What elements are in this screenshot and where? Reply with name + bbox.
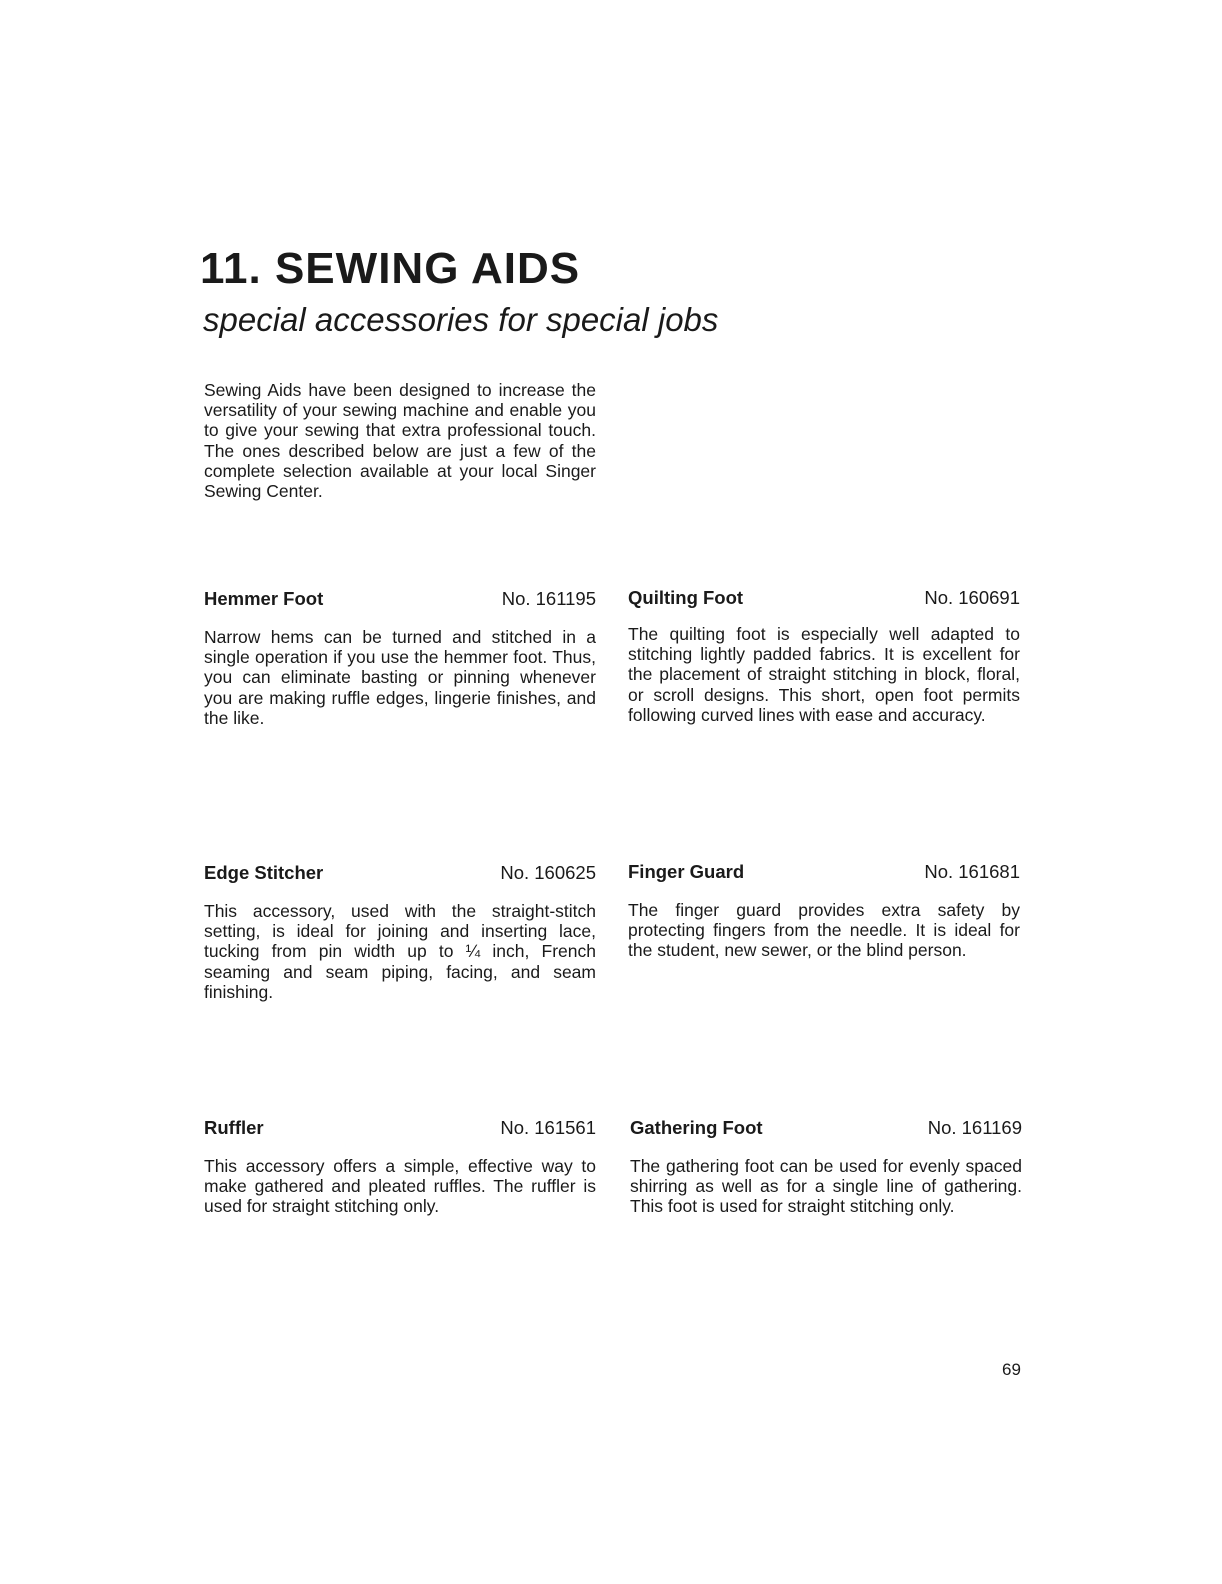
accessory-number: No. 161195 [501, 588, 596, 609]
accessory-description: The quilting foot is especially well adapted to stitching lightly padded fabrics. It is excellent for the placement of straight stitching in block, floral, or scroll designs. This short, open foot permits following curved lines with ease and accuracy. [628, 624, 1020, 725]
accessory-gathering-foot [630, 1116, 1022, 1217]
page-number: 69 [1002, 1360, 1021, 1379]
accessory-name: Finger Guard [628, 861, 745, 882]
intro-paragraph: Sewing Aids have been designed to increase the versatility of your sewing machine and enable you to give your sewing that extra professional touch. The ones described below are just a few of the complete selection available at your local Singer Sewing Center. [204, 380, 596, 502]
accessory-header [204, 587, 596, 611]
accessory-name: Hemmer Foot [204, 588, 324, 609]
accessory-number: No. 160625 [500, 862, 596, 883]
accessory-edge-stitcher [204, 861, 596, 1002]
accessory-description: Narrow hems can be turned and stitched in a single operation if you use the hemmer foot. Thus, you can eliminate basting or pinning whenever you are making ruffle edges, lingerie finishes, and the like. [204, 627, 596, 728]
accessory-number: No. 161681 [924, 861, 1020, 882]
accessory-description: This accessory offers a simple, effective way to make gathered and pleated ruffles. The ruffler is used for straight stitching only. [204, 1156, 596, 1217]
page-subtitle: special accessories for special jobs [203, 301, 719, 338]
accessory-description: This accessory, used with the straight-stitch setting, is ideal for joining and inserting lace, tucking from pin width up to ¼ inch, French seaming and seam piping, facing, and seam finishing. [204, 901, 596, 1002]
accessory-name: Quilting Foot [628, 587, 744, 608]
accessory-header [628, 586, 1020, 610]
accessory-number: No. 161561 [500, 1117, 596, 1138]
accessory-quilting-foot [628, 586, 1020, 725]
accessory-number: No. 160691 [924, 587, 1020, 608]
accessory-ruffler [204, 1116, 596, 1217]
accessory-finger-guard [628, 860, 1020, 961]
accessory-number: No. 161169 [927, 1117, 1022, 1138]
accessory-name: Ruffler [204, 1117, 264, 1138]
accessory-header [628, 860, 1020, 884]
accessory-description: The finger guard provides extra safety by protecting fingers from the needle. It is ideal for the student, new sewer, or the blind person. [628, 900, 1020, 961]
accessory-header [204, 861, 596, 885]
accessory-description: The gathering foot can be used for evenly spaced shirring as well as for a single line of gathering. This foot is used for straight stitching only. [630, 1156, 1022, 1217]
page-title: 11. SEWING AIDS [200, 244, 581, 293]
accessory-header [204, 1116, 596, 1140]
accessory-header [630, 1116, 1022, 1140]
accessory-hemmer-foot [204, 587, 596, 728]
accessory-name: Edge Stitcher [204, 862, 324, 883]
accessory-name: Gathering Foot [630, 1117, 763, 1138]
